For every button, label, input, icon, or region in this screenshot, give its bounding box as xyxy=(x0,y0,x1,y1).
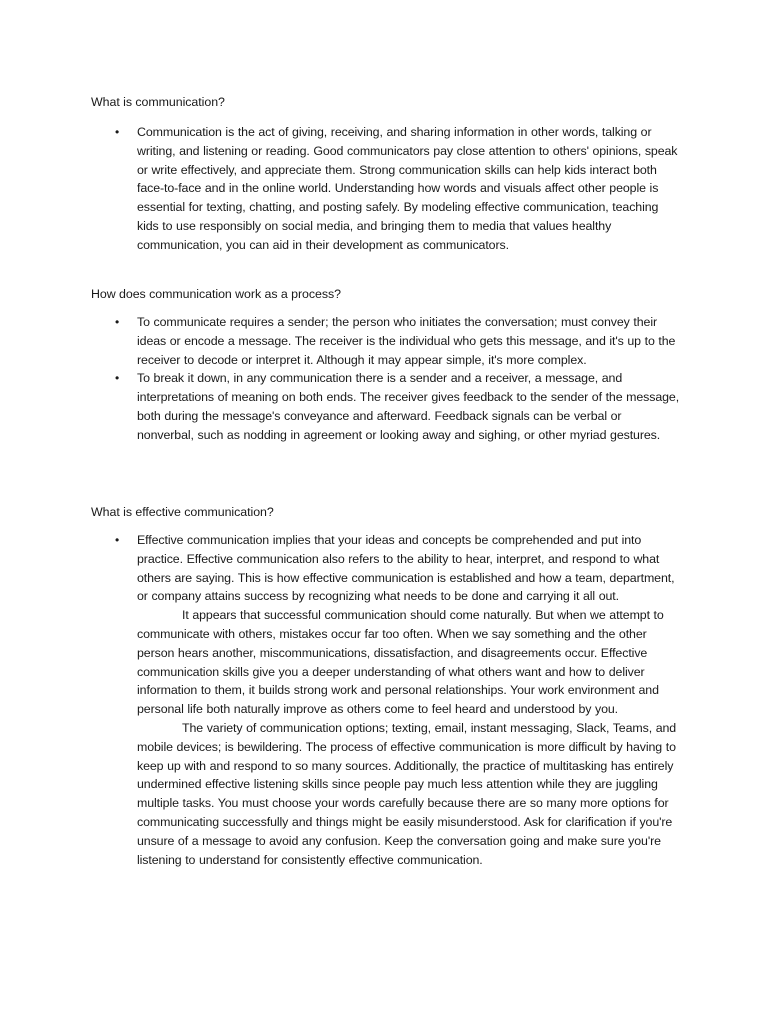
bullet-icon: • xyxy=(115,533,120,547)
bullet-icon: • xyxy=(115,371,120,386)
bullet-list-communication-process xyxy=(0,313,680,445)
list-item xyxy=(0,313,680,369)
bullet-list-effective-communication xyxy=(0,531,680,869)
section-heading-effective-communication: What is effective communication? xyxy=(91,505,274,519)
body-paragraph: It appears that successful communication should come naturally. But when we attempt to communicate with others, mistakes occur far too often. When we say something and the other person hears another, miscommunications, dissatisfaction, and disagreements occur. Effective communication skills give you a deeper understanding of what others want and how to deliver information to them, it builds strong work and personal relationships. Your work environment and personal life both naturally improve as others come to feel heard and understood by you. xyxy=(137,608,664,717)
list-item-text: Communication is the act of giving, receiving, and sharing information in other words, talking or writing, and listening or reading. Good communicators pay close attention to others' opinions, speak or write effectively, and appreciate them. Strong communication skills can help kids interact both face-to-face and in the online world. Understanding how words and visuals affect other people is essential for texting, chatting, and posting safely. By modeling effective communication, teaching kids to use responsibly on social media, and bringing them to media that values healthy communication, you can aid in their development as communicators. xyxy=(137,125,678,252)
section-heading-communication-process: How does communication work as a process? xyxy=(91,287,342,301)
list-item-text: To break it down, in any communication there is a sender and a receiver, a message, and interpretations of meaning on both ends. The receiver gives feedback to the sender of the message, both during the message's conveyance and afterward. Feedback signals can be verbal or nonverbal, such as nodding in agreement or looking away and sighing, or other myriad gestures. xyxy=(137,371,680,442)
list-item xyxy=(0,531,680,869)
bullet-icon: • xyxy=(115,315,120,329)
list-item-text: To communicate requires a sender; the person who initiates the conversation; must convey their ideas or encode a message. The receiver is the individual who gets this message, and it's up to the receiver to decode or interpret it. Although it may appear simple, it's more complex. xyxy=(137,315,676,367)
list-item xyxy=(0,123,680,255)
body-paragraph: The variety of communication options; texting, email, instant messaging, Slack, Teams, and mobile devices; is bewildering. The process of effective communication is more difficult by having to keep up with and respond to so many sources. Additionally, the practice of multitasking has entirely undermined effective listening skills since people pay much less attention while they are juggling multiple tasks. You must choose your words carefully because there are so many more options for communicating successfully and things might be easily misunderstood. Ask for clarification if you're unsure of a message to avoid any confusion. Keep the conversation going and make sure you're listening to understand for consistently effective communication. xyxy=(137,720,677,867)
list-item-text: Effective communication implies that your ideas and concepts be comprehended and put into practice. Effective communication also refers to the ability to hear, interpret, and respond to what others are saying. This is how effective communication is established and how a team, department, or company attains success by recognizing what needs to be done and carrying it all out. xyxy=(137,533,675,604)
section-heading-what-is-communication: What is communication? xyxy=(91,95,225,109)
list-item xyxy=(0,369,680,444)
bullet-list-what-is-communication xyxy=(0,123,680,255)
bullet-icon: • xyxy=(115,125,120,139)
